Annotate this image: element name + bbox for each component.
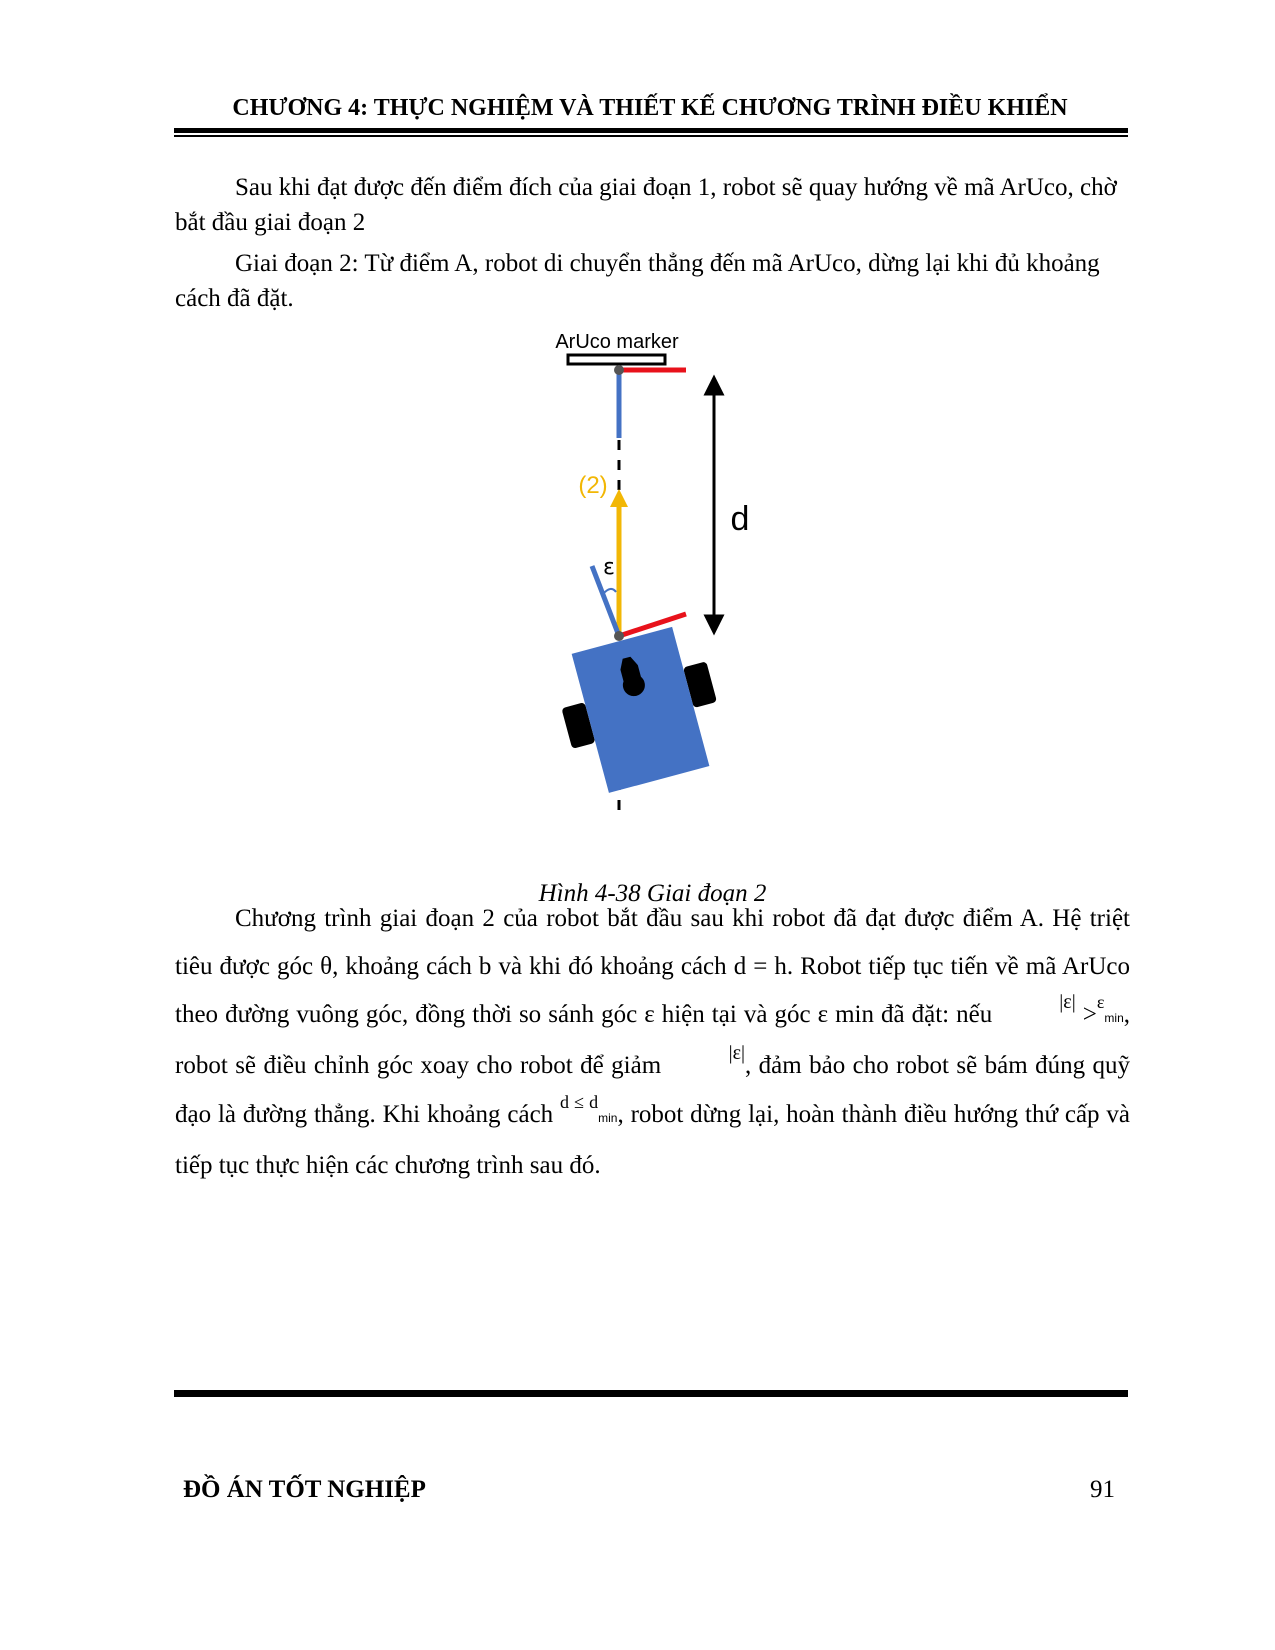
body-text-3: , đảm bảo cho robot sẽ bám đúng quỹ đạo là đường thẳng. Khi khoảng cách	[175, 1052, 1131, 1128]
footer-rule-thick	[174, 1390, 1128, 1397]
chapter-title: CHƯƠNG 4: THỰC NGHIỆM VÀ THIẾT KẾ CHƯƠNG TRÌNH ĐIỀU KHIỂN	[232, 95, 1068, 121]
paragraph-2: Giai đoạn 2: Từ điểm A, robot di chuyển thẳng đến mã ArUco, dừng lại khi đủ khoảng cách đã đặt.	[175, 250, 1100, 312]
abs-epsilon: |ε|	[1059, 991, 1076, 1013]
body-text-4: , robot dừng lại, hoàn thành điều hướng thứ cấp và tiếp tục thực hiện các chương trình sau đó.	[175, 1101, 1130, 1179]
distance-min-subscript: min	[598, 1111, 618, 1125]
robot	[548, 621, 732, 799]
epsilon-symbol: ε	[1096, 992, 1105, 1012]
footer-title: ĐỒ ÁN TỐT NGHIỆP	[183, 1476, 426, 1503]
distance-label: d	[730, 500, 750, 538]
greater-than: >	[1082, 1001, 1097, 1028]
body-text-2: , robot sẽ điều chỉnh góc xoay cho robot để giảm	[175, 1001, 1130, 1079]
paragraph-1: Sau khi đạt được đến điểm đích của giai đoạn 1, robot sẽ quay hướng về mã ArUco, chờ bắt đầu giai đoạn 2	[175, 174, 1117, 236]
step-label: (2)	[578, 472, 608, 499]
aruco-marker	[568, 355, 665, 364]
epsilon-angle-arc	[603, 589, 616, 594]
epsilon-label: ε	[603, 555, 615, 580]
header-rule-thick	[174, 128, 1128, 133]
page-number: 91	[1090, 1476, 1115, 1503]
aruco-marker-label: ArUco marker	[555, 331, 679, 353]
epsilon-min-subscript: min	[1104, 1011, 1124, 1025]
robot-origin	[614, 631, 624, 641]
body-paragraph	[175, 895, 1130, 1190]
distance-condition: d ≤ d	[560, 1092, 599, 1112]
figure-caption: Hình 4-38 Giai đoạn 2	[538, 880, 767, 907]
abs-epsilon-2: |ε|	[728, 1042, 745, 1064]
body-text-1: Chương trình giai đoạn 2 của robot bắt đầu sau khi robot đã đạt được điểm A. Hệ triệt tiêu được góc θ, khoảng cách b và khi đó khoảng cách d = h. Robot tiếp tục tiến về mã ArUco theo đường vuông góc, đồng thời so sánh góc ε hiện tại và góc ε min đã đặt: nếu	[175, 905, 1130, 1028]
heading-arrowhead	[610, 489, 628, 507]
stage-2-diagram	[500, 330, 800, 860]
marker-origin	[614, 365, 624, 375]
header-rule-thin	[174, 135, 1128, 137]
robot-body	[572, 627, 710, 793]
